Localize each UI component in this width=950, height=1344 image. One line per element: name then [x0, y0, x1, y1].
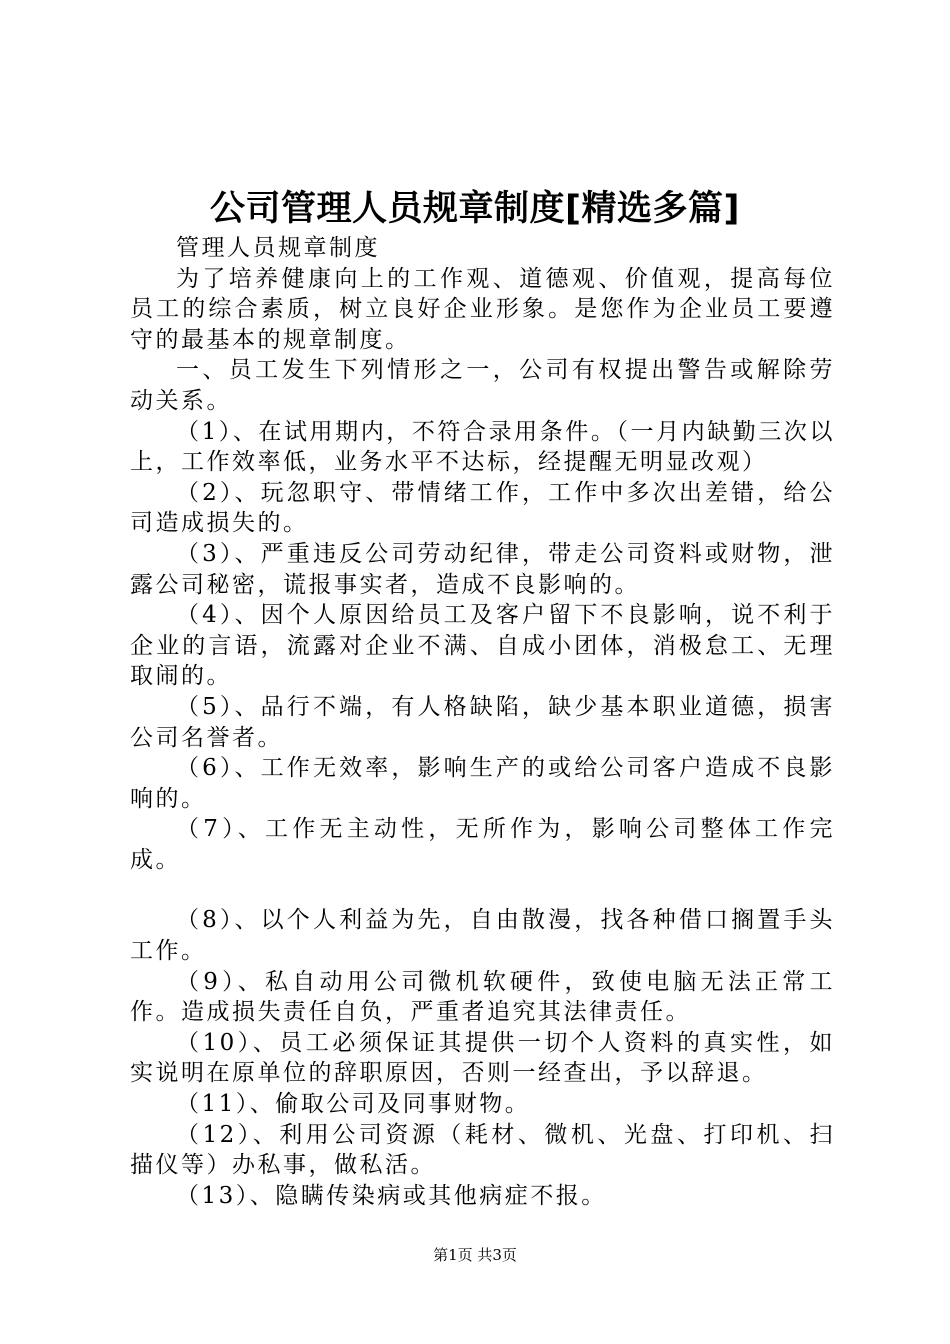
paragraph-item-13: （13）、隐瞒传染病或其他病症不报。 [176, 1182, 607, 1209]
paragraph-item-4: （4）、因个人原因给员工及客户留下不良影响，说不利于企业的言语，流露对企业不满、自成小团体，消极怠工、无理取闹的。 [130, 602, 835, 690]
paragraph-item-11: （11）、偷取公司及同事财物。 [176, 1091, 531, 1118]
page-number-footer: 第1页 共3页 [433, 1246, 517, 1264]
paragraph-heading: 管理人员规章制度 [176, 235, 380, 261]
paragraph-item-6: （6）、工作无效率，影响生产的或给公司客户造成不良影响的。 [130, 755, 835, 812]
paragraph-intro: 为了培养健康向上的工作观、道德观、价值观，提高每位员工的综合素质，树立良好企业形象。是您作为企业员工要遵守的最基本的规章制度。 [130, 265, 835, 353]
paragraph-item-3: （3）、严重违反公司劳动纪律，带走公司资料或财物，泄露公司秘密，谎报事实者，造成不良影响的。 [130, 540, 835, 598]
paragraph-item-9: （9）、私自动用公司微机软硬件，致使电脑无法正常工作。造成损失责任自负，严重者追究其法律责任。 [130, 968, 835, 1026]
document-title: 公司管理人员规章制度[精选多篇] [210, 189, 740, 229]
paragraph-section-1: 一、员工发生下列情形之一，公司有权提出警告或解除劳动关系。 [130, 357, 835, 414]
paragraph-item-1: （1）、在试用期内，不符合录用条件。（一月内缺勤三次以上，工作效率低，业务水平不达标，经提醒无明显改观） [130, 418, 835, 476]
paragraph-item-2: （2）、玩忽职守、带情绪工作，工作中多次出差错，给公司造成损失的。 [130, 479, 835, 537]
paragraph-item-12: （12）、利用公司资源（耗材、微机、光盘、打印机、扫描仪等）办私事，做私活。 [130, 1121, 835, 1179]
document-body [130, 233, 835, 1211]
paragraph-item-10: （10）、员工必须保证其提供一切个人资料的真实性，如实说明在原单位的辞职原因，否则一经查出，予以辞退。 [130, 1029, 835, 1087]
paragraph-item-7: （7）、工作无主动性，无所作为，影响公司整体工作完成。 [130, 816, 835, 873]
paragraph-item-5: （5）、品行不端，有人格缺陷，缺少基本职业道德，损害公司名誉者。 [130, 693, 835, 751]
paragraph-item-8: （8）、以个人利益为先，自由散漫，找各种借口搁置手头工作。 [130, 907, 835, 965]
